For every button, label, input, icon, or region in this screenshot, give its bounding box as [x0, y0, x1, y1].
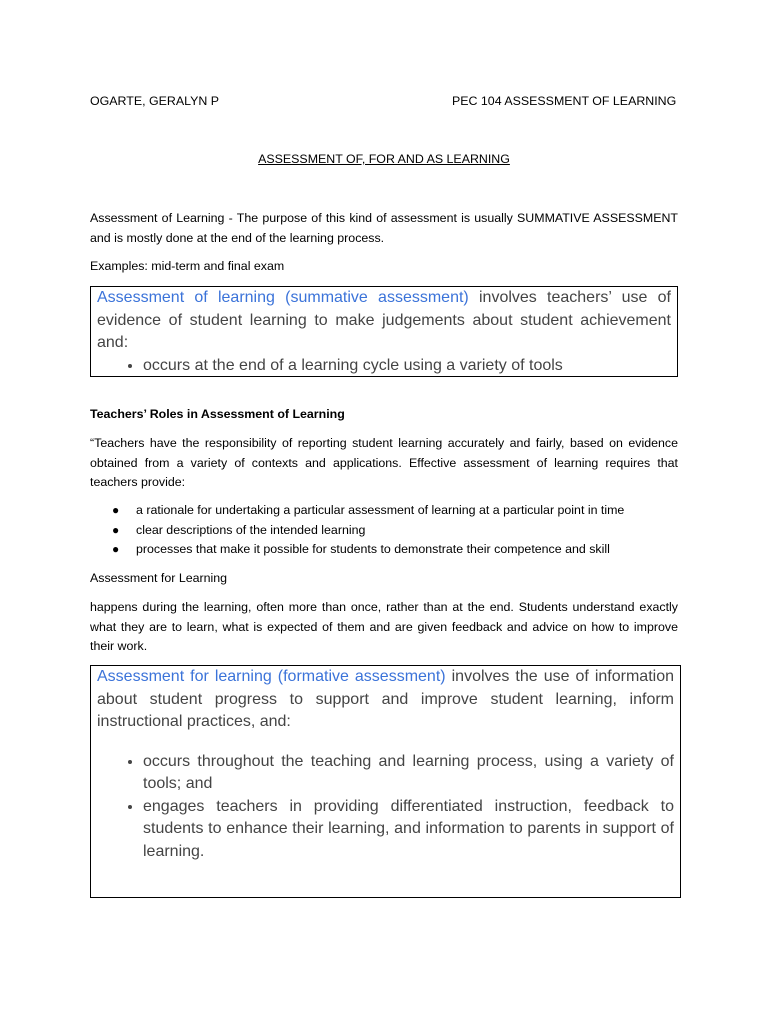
formative-text: involves the use of information about student progress to support and improve student learning, inform instructional practices, and: [97, 668, 675, 730]
list-item: ● processes that make it possible for students to demonstrate their competence and skill [90, 540, 690, 560]
student-name: OGARTE, GERALYN P [90, 94, 219, 108]
summative-bullets [97, 355, 671, 378]
list-item: • occurs throughout the teaching and learning process, using a variety of tools; and [143, 751, 674, 796]
summative-text: involves teachers’ use of evidence of student learning to make judgements about student achievement and: [97, 289, 671, 351]
summative-highlight: Assessment of learning (summative assessment) [97, 289, 469, 306]
list-item: ● clear descriptions of the intended learning [90, 521, 690, 541]
bullet-icon: ● [112, 522, 120, 537]
assessment-for-paragraph: happens during the learning, often more than once, rather than at the end. Students understand exactly what they are to learn, what is expected of them and are given feedback and advice on how to improve their work. [90, 600, 678, 653]
formative-box [90, 665, 681, 898]
formative-highlight: Assessment for learning (formative assessment) [97, 668, 446, 685]
teachers-roles-quote: “Teachers have the responsibility of reporting student learning accurately and fairly, based on evidence obtained from a variety of contexts and applications. Effective assessment of learning requires that teachers provide: [90, 436, 678, 489]
bullet-icon: ● [112, 542, 120, 556]
teachers-roles-heading: Teachers’ Roles in Assessment of Learning [90, 407, 345, 421]
bullet-icon: ● [112, 503, 120, 517]
examples-line: Examples: mid-term and final exam [90, 259, 285, 273]
intro-label: Assessment of Learning [90, 211, 225, 225]
summative-definition [97, 287, 671, 355]
list-item: • engages teachers in providing differentiated instruction, feedback to students to enhance their learning, and information to parents in support of learning. [143, 796, 674, 864]
formative-bullets [97, 751, 674, 864]
intro-paragraph [90, 209, 678, 248]
intro-text: - The purpose of this kind of assessment is usually SUMMATIVE ASSESSMENT and is mostly done at the end of the learning process. [90, 211, 678, 245]
list-item: • occurs at the end of a learning cycle using a variety of tools [143, 355, 671, 378]
formative-definition [97, 666, 674, 734]
document-title: ASSESSMENT OF, FOR AND AS LEARNING [258, 152, 510, 166]
assessment-for-heading: Assessment for Learning [90, 571, 228, 585]
course-title: PEC 104 ASSESSMENT OF LEARNING [452, 94, 677, 108]
summative-box [90, 286, 678, 377]
teachers-roles-bullets [90, 501, 690, 560]
list-item: ● a rationale for undertaking a particular assessment of learning at a particular point in time [90, 501, 690, 521]
